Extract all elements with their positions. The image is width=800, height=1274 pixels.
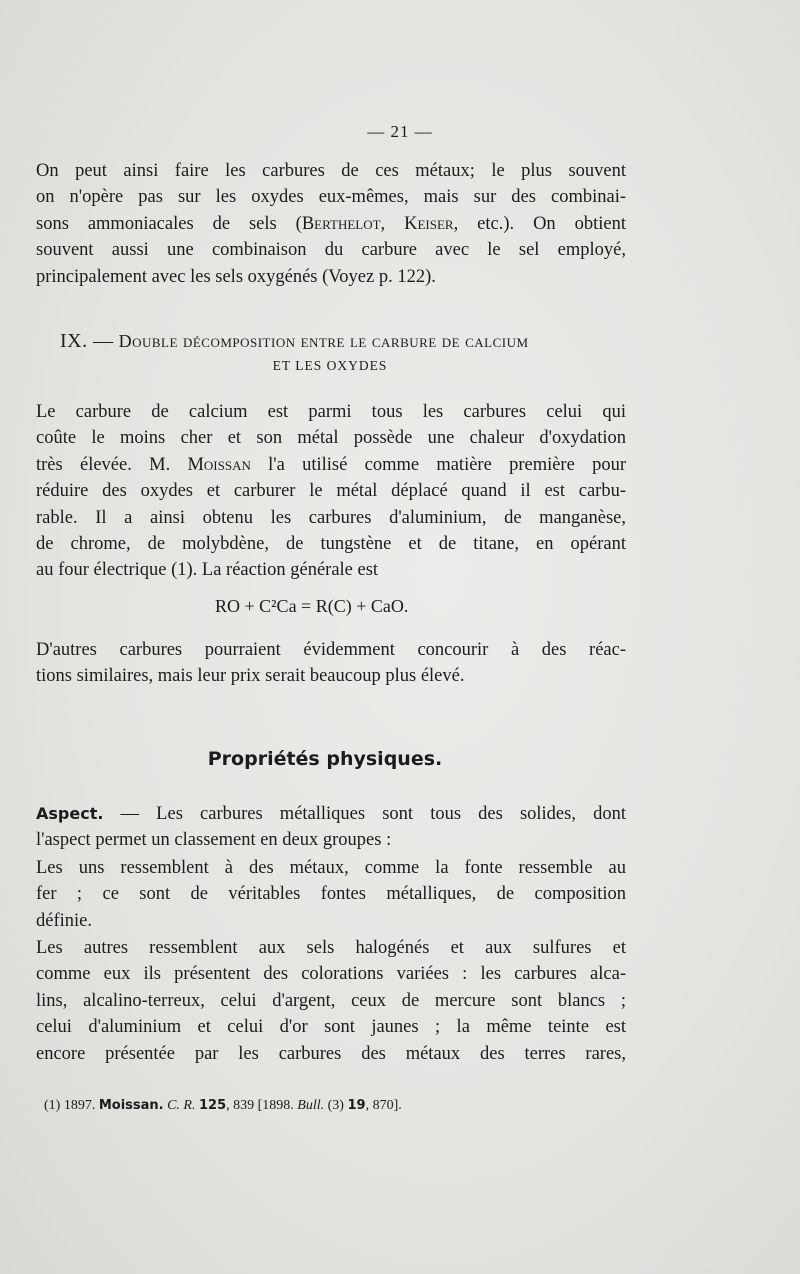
text-line: de chrome, de molybdène, de tungstène et de titane, en opérant: [36, 534, 626, 555]
text-line: encore présentée par les carbures des métaux des terres rares,: [36, 1043, 626, 1064]
footnote-pages: , 839 [1898.: [226, 1098, 298, 1113]
footnote-volume: 125: [198, 1098, 227, 1113]
reaction-equation: RO + C²Ca = R(C) + CaO.: [215, 596, 409, 616]
physical-properties-heading: Propriétés physiques.: [207, 748, 443, 770]
text-line: on n'opère pas sur les oxydes eux-mêmes, mais sur des combinai-: [36, 187, 626, 208]
author-name: Keiser: [404, 213, 454, 234]
section-title-text: Double décomposition entre le carbure de calcium: [118, 331, 529, 351]
author-name: Moissan: [187, 454, 251, 475]
text-line: souvent aussi une combinaison du carbure avec le sel employé,: [36, 240, 626, 261]
text-line: D'autres carbures pourraient évidemment concourir à des réac-: [36, 640, 626, 660]
text-line: rable. Il a ainsi obtenu les carbures d'aluminium, de manganèse,: [36, 507, 626, 528]
aspect-label: Aspect.: [36, 804, 104, 823]
text-line: Le carbure de calcium est parmi tous les carbures celui qui: [36, 402, 626, 422]
footnote: [44, 1098, 402, 1114]
text-line: Les uns ressemblent à des métaux, comme la fonte ressemble au: [36, 858, 626, 878]
text-line: celui d'aluminium et celui d'or sont jaunes ; la même teinte est: [36, 1017, 626, 1038]
text-line: l'aspect permet un classement en deux groupes :: [36, 830, 392, 851]
footnote-volume: 19: [347, 1098, 366, 1113]
text-line: définie.: [36, 910, 92, 931]
colored-carbides-paragraph: [36, 935, 626, 1067]
text-line: tions similaires, mais leur prix serait beaucoup plus élevé.: [36, 666, 465, 687]
calcium-carbide-paragraph: [36, 399, 626, 584]
text-line: Les autres ressemblent aux sels halogénés et aux sulfures et: [36, 938, 626, 958]
section-subtitle: ET LES OXYDES: [272, 358, 388, 373]
section-number: IX. —: [60, 330, 114, 352]
other-carbides-paragraph: [36, 637, 626, 690]
text-line: lins, alcalino-terreux, celui d'argent, ceux de mercure sont blancs ;: [36, 990, 626, 1011]
text-line: comme eux ils présentent des colorations variées : les carbures alca-: [36, 964, 626, 985]
text-line: coûte le moins cher et son métal possède une chaleur d'oxydation: [36, 428, 626, 449]
footnote-author: Moissan.: [98, 1098, 164, 1113]
text-line: principalement avec les sels oxygénés (Voyez p. 122).: [36, 266, 436, 287]
footnote-journal: Bull.: [297, 1098, 325, 1113]
text-line: au four électrique (1). La réaction générale est: [36, 560, 379, 581]
metallic-carbides-paragraph: [36, 855, 626, 934]
footnote-mark: (1) 1897.: [44, 1098, 99, 1113]
text-line: réduire des oxydes et carburer le métal déplacé quand il est carbu-: [36, 481, 626, 502]
text-line: On peut ainsi faire les carbures de ces métaux; le plus souvent: [36, 161, 626, 181]
author-name: Berthelot: [301, 213, 381, 234]
text-line: fer ; ce sont de véritables fontes métalliques, de composition: [36, 884, 626, 905]
footnote-pages: , 870].: [365, 1098, 402, 1113]
section-title: [60, 330, 620, 353]
text-line: très élevée. M. Moissan l'a utilisé comme matière première pour: [36, 454, 626, 475]
intro-paragraph: [36, 158, 626, 290]
text-line: sons ammoniacales de sels (Berthelot, Keiser, etc.). On obtient: [36, 213, 626, 234]
footnote-journal: C. R.: [163, 1098, 199, 1113]
text-line: Aspect. — Les carbures métalliques sont tous des solides, dont: [36, 804, 626, 824]
page-number: — 21 —: [367, 122, 433, 141]
aspect-paragraph: [36, 801, 626, 854]
footnote-series: (3): [324, 1098, 348, 1113]
